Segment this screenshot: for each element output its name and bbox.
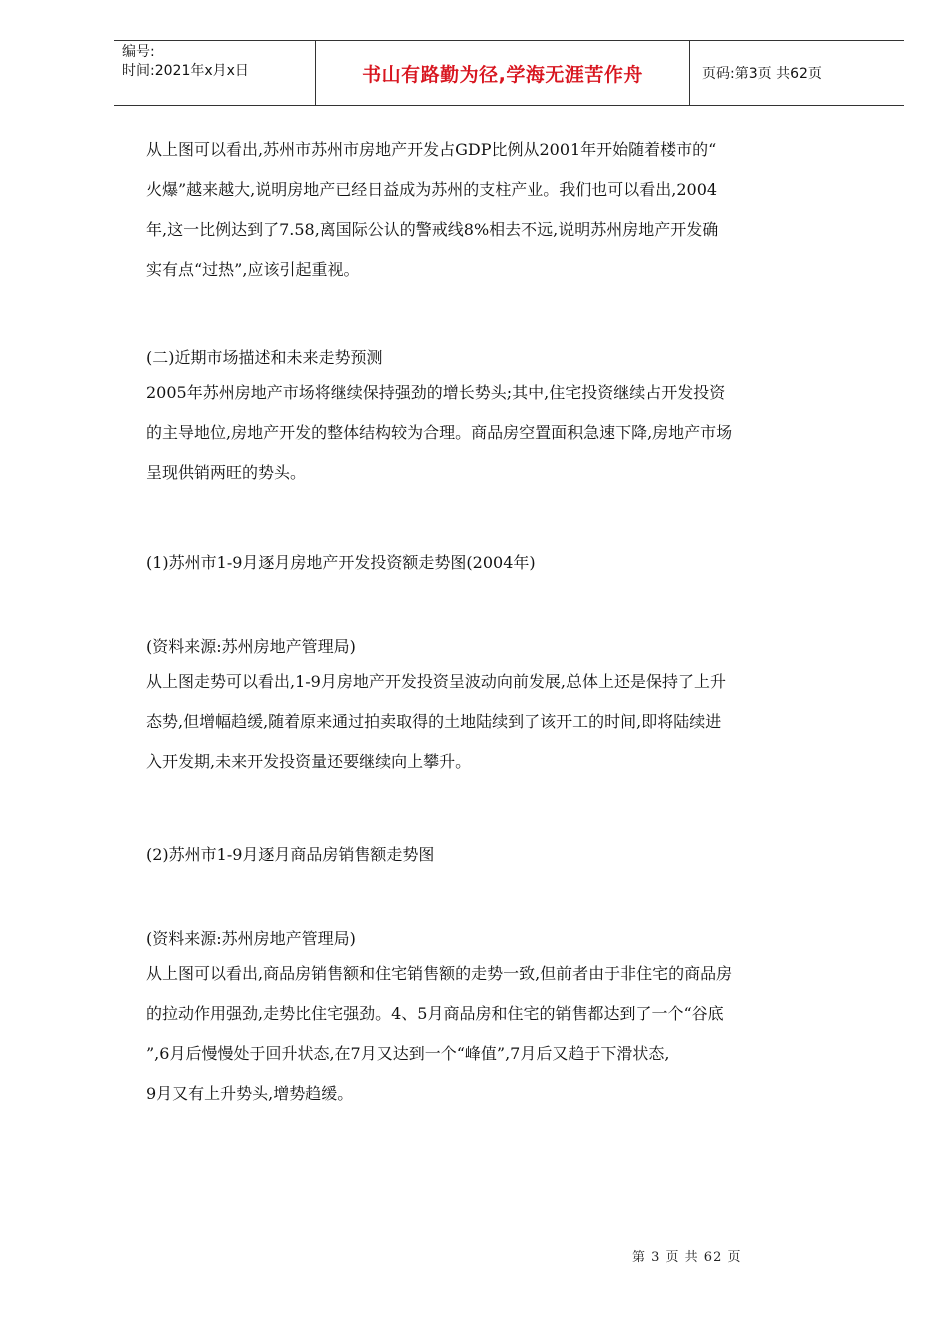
- paragraph-line: 2005年苏州房地产市场将继续保持强劲的增长势头;其中,住宅投资继续占开发投资: [146, 383, 726, 402]
- section-block-2: [146, 343, 876, 493]
- paragraph-line: ”,6月后慢慢处于回升状态,在7月又达到一个“峰值”,7月后又趋于下滑状态,: [146, 1044, 670, 1063]
- paragraph-line: 的主导地位,房地产开发的整体结构较为合理。商品房空置面积急速下降,房地产市场: [146, 423, 733, 442]
- header-motto: 书山有路勤为径,学海无涯苦作舟: [316, 41, 690, 105]
- figure-caption: (1)苏州市1-9月逐月房地产开发投资额走势图(2004年): [146, 553, 536, 572]
- paragraph-line: 入开发期,未来开发投资量还要继续向上攀升。: [146, 752, 472, 771]
- paragraph-line: 的拉动作用强劲,走势比住宅强劲。4、5月商品房和住宅的销售都达到了一个“谷底: [146, 1004, 724, 1023]
- section-block-4: [146, 924, 876, 1114]
- figure-2-caption: [146, 840, 876, 870]
- document-date-label: 时间:2021年x月x日: [122, 63, 249, 79]
- paragraph-line: 实有点“过热”,应该引起重视。: [146, 260, 360, 279]
- page-footer: 第 3 页 共 62 页: [632, 1250, 742, 1265]
- paragraph-line: 呈现供销两旺的势头。: [146, 463, 307, 482]
- source-note: (资料来源:苏州房地产管理局): [146, 929, 356, 948]
- body-paragraph-1: [146, 130, 876, 290]
- header-meta: [114, 41, 316, 105]
- section-heading: (二)近期市场描述和未来走势预测: [146, 348, 383, 367]
- paragraph-line: 火爆”越来越大,说明房地产已经日益成为苏州的支柱产业。我们也可以看出,2004: [146, 180, 718, 199]
- paragraph-line: 从上图走势可以看出,1-9月房地产开发投资呈波动向前发展,总体上还是保持了上升: [146, 672, 726, 691]
- page-header: [114, 40, 904, 106]
- figure-caption: (2)苏州市1-9月逐月商品房销售额走势图: [146, 845, 435, 864]
- header-page-number: 页码:第3页 共62页: [702, 66, 822, 82]
- section-block-3: [146, 632, 876, 782]
- document-number-label: 编号:: [122, 44, 155, 60]
- paragraph-line: 9月又有上升势头,增势趋缓。: [146, 1084, 354, 1103]
- figure-1-caption: [146, 548, 876, 578]
- paragraph-line: 从上图可以看出,苏州市苏州市房地产开发占GDP比例从2001年开始随着楼市的“: [146, 140, 717, 159]
- paragraph-line: 从上图可以看出,商品房销售额和住宅销售额的走势一致,但前者由于非住宅的商品房: [146, 964, 733, 983]
- paragraph-line: 年,这一比例达到了7.58,离国际公认的警戒线8%相去不远,说明苏州房地产开发确: [146, 220, 719, 239]
- source-note: (资料来源:苏州房地产管理局): [146, 637, 356, 656]
- paragraph-line: 态势,但增幅趋缓,随着原来通过拍卖取得的土地陆续到了该开工的时间,即将陆续进: [146, 712, 722, 731]
